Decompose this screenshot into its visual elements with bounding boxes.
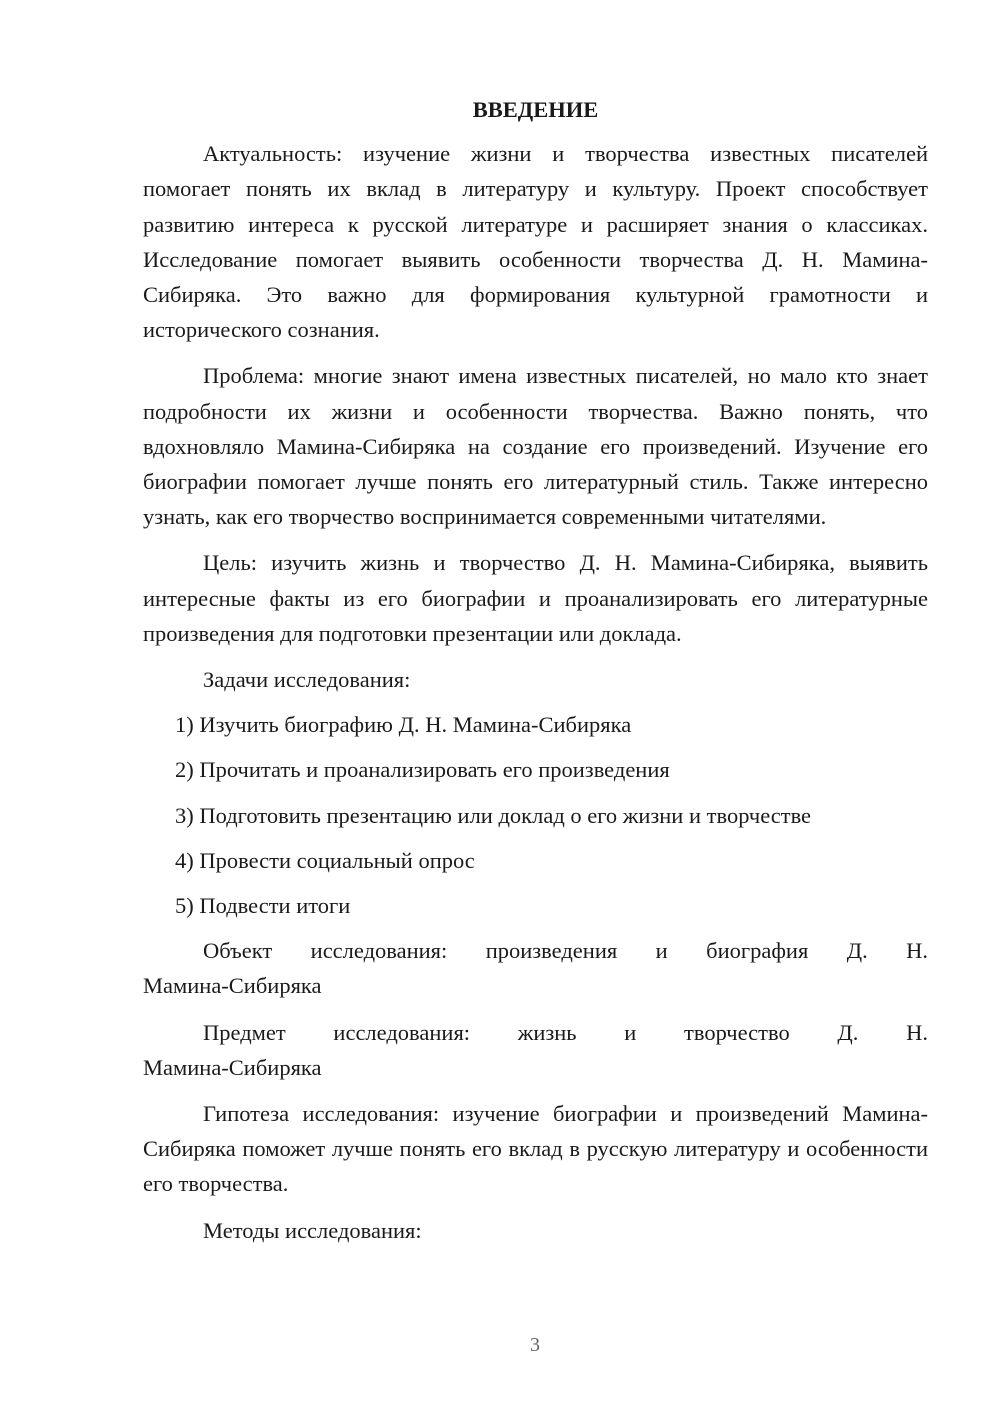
page-number: 3 — [530, 1334, 540, 1356]
page-title: ВВЕДЕНИЕ — [472, 97, 599, 122]
task-item: 3) Подготовить презентацию или доклад о его жизни и творчестве — [175, 802, 812, 828]
task-item: 1) Изучить биографию Д. Н. Мамина-Сибиряка — [175, 712, 632, 738]
problem-paragraph: Проблема: многие знают имена известных писателей, но мало кто знает подробности их жизни и особенности творчества. Важно понять, что вдохновляло Мамина-Сибиряка на создание его произведений. Изучение его биографии помогает лучше понять его литературный стиль. Также интересно узнать, как его творчество воспринимается современными читателями. — [143, 363, 928, 530]
subject-line-continued: Мамина-Сибиряка — [143, 1054, 322, 1080]
task-item: 4) Провести социальный опрос — [175, 847, 475, 873]
task-item: 5) Подвести итоги — [175, 893, 351, 919]
goal-paragraph: Цель: изучить жизнь и творчество Д. Н. Мамина-Сибиряка, выявить интересные факты из его биографии и проанализировать его литературные произведения для подготовки презентации или доклада. — [143, 550, 928, 646]
subject-paragraph — [143, 1015, 928, 1085]
task-list — [143, 707, 928, 923]
methods-heading: Методы исследования: — [203, 1217, 422, 1243]
relevance-paragraph: Актуальность: изучение жизни и творчества известных писателей помогает понять их вклад в литературу и культуру. Проект способствует развитию интереса к русской литературе и расширяет знания о классиках. Исследование помогает выявить особенности творчества Д. Н. Мамина-Сибиряка. Это важно для формирования культурной грамотности и исторического сознания. — [143, 141, 928, 343]
document-body — [143, 92, 928, 1258]
tasks-heading: Задачи исследования: — [203, 667, 411, 693]
hypothesis-paragraph: Гипотеза исследования: изучение биографии и произведений Мамина-Сибиряка поможет лучше понять его вклад в русскую литературу и особенности его творчества. — [143, 1101, 928, 1197]
object-paragraph — [143, 933, 928, 1003]
object-line-continued: Мамина-Сибиряка — [143, 973, 322, 999]
subject-line: Предмет исследования: жизнь и творчество Д. Н. — [203, 1019, 928, 1045]
object-line: Объект исследования: произведения и биография Д. Н. — [203, 938, 928, 964]
task-item: 2) Прочитать и проанализировать его произведения — [175, 757, 670, 783]
